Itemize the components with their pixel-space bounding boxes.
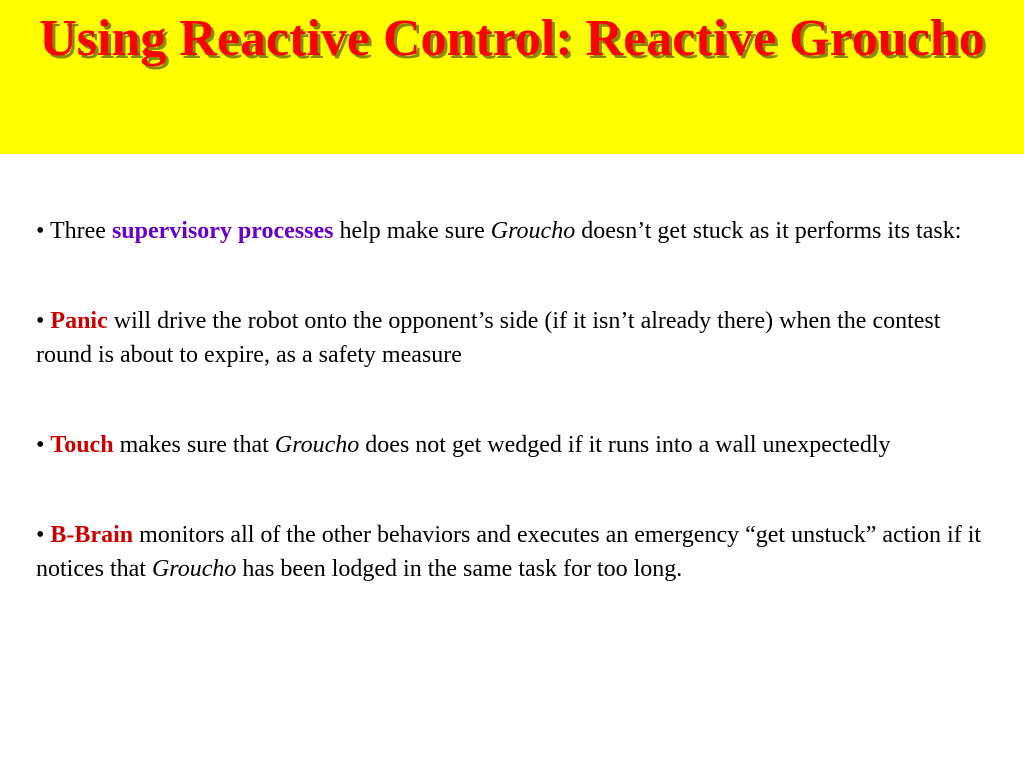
bullet-glyph: • <box>36 218 45 244</box>
bullet-term: B-Brain <box>50 522 134 548</box>
bullet-item: • Panic will drive the robot onto the opponent’s side (if it isn’t already there) when the contest round is about to expire, as a safety measure <box>36 308 941 368</box>
title-bar <box>0 0 1024 154</box>
slide-content <box>36 214 986 586</box>
bullet-item: • Three supervisory processes help make sure Groucho doesn’t get stuck as it performs its task: <box>36 218 962 244</box>
bullet-term: Panic <box>50 308 108 334</box>
robot-name: Groucho <box>151 556 237 582</box>
bullet-item: • Touch makes sure that Groucho does not get wedged if it runs into a wall unexpectedly <box>36 432 891 458</box>
bullet-glyph: • <box>36 522 45 548</box>
robot-name: Groucho <box>274 432 360 458</box>
bullet-term: Touch <box>50 432 114 458</box>
robot-name: Groucho <box>490 218 576 244</box>
bullet-glyph: • <box>36 308 45 334</box>
bullet-item: • B-Brain monitors all of the other behaviors and executes an emergency “get unstuck” action if it notices that Groucho has been lodged in the same task for too long. <box>36 522 982 582</box>
bullet-term: supervisory processes <box>111 218 334 244</box>
bullet-glyph: • <box>36 432 45 458</box>
slide-title: Using Reactive Control: Reactive Groucho <box>39 10 985 67</box>
